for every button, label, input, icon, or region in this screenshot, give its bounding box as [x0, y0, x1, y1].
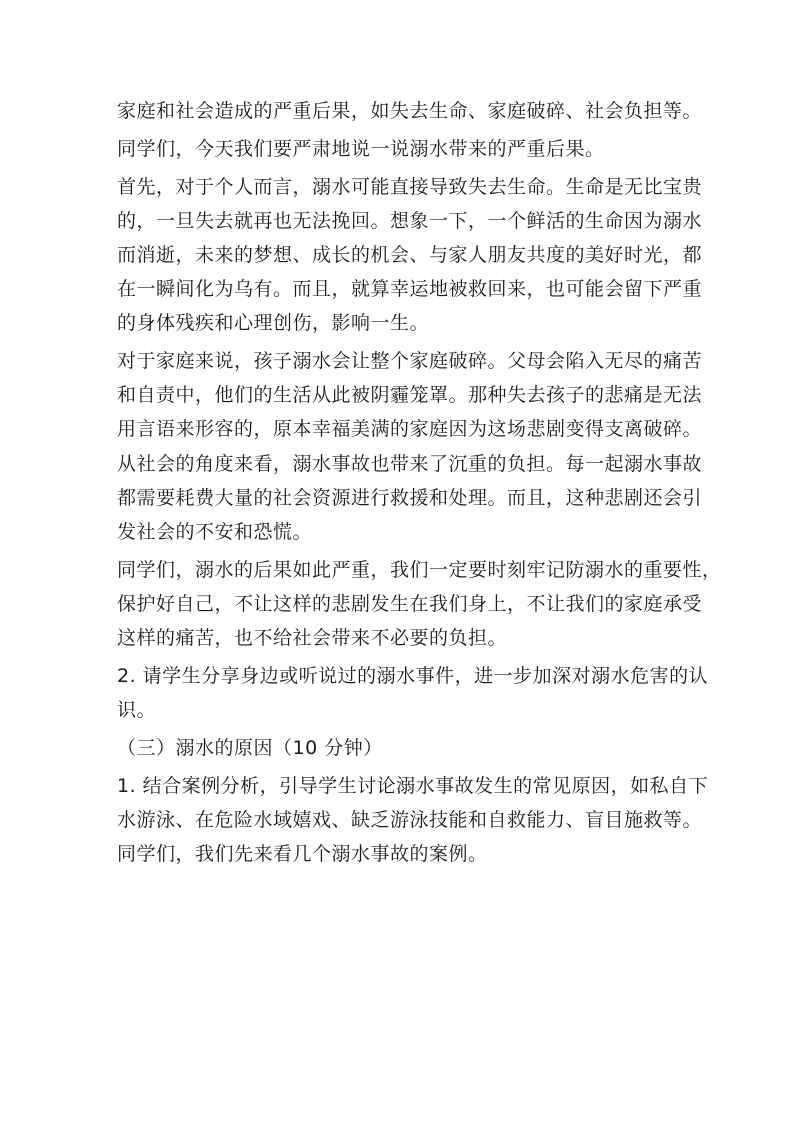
text-line: 对于家庭来说，孩子溺水会让整个家庭破碎。父母会陷入无尽的痛苦 — [117, 350, 703, 373]
text-line: 而消逝，未来的梦想、成长的机会、与家人朋友共度的美好时光，都 — [117, 243, 703, 266]
text-line: 2. 请学生分享身边或听说过的溺水事件，进一步加深对溺水危害的认 — [117, 664, 709, 687]
paragraph-activity-1 — [117, 769, 709, 837]
paragraph-consequences-summary — [117, 94, 703, 128]
paragraph-cases-intro — [117, 837, 697, 871]
text-line: 同学们，今天我们要严肃地说一说溺水带来的严重后果。 — [117, 137, 605, 160]
text-line: 识。 — [117, 699, 157, 722]
text-line: 的，一旦失去就再也无法挽回。想象一下，一个鲜活的生命因为溺水 — [117, 209, 703, 232]
paragraph-intro — [117, 132, 697, 166]
text-line: 这样的痛苦，也不给社会带来不必要的负担。 — [117, 627, 508, 650]
paragraph-activity-2 — [117, 659, 709, 727]
text-line: 用言语来形容的，原本幸福美满的家庭因为这场悲剧变得支离破碎。 — [117, 418, 703, 441]
text-line: 和自责中，他们的生活从此被阴霾笼罩。那种失去孩子的悲痛是无法 — [117, 384, 703, 407]
text-line: 从社会的角度来看，溺水事故也带来了沉重的负担。每一起溺水事故 — [117, 452, 703, 475]
text-line: 家庭和社会造成的严重后果，如失去生命、家庭破碎、社会负担等。 — [117, 100, 703, 122]
document-page — [117, 94, 722, 871]
text-line: 保护好自己，不让这样的悲剧发生在我们身上，不让我们的家庭承受 — [117, 593, 703, 615]
paragraph-conclusion — [117, 553, 722, 656]
text-line: 同学们，溺水的后果如此严重，我们一定要时刻牢记防溺水的重要性， — [117, 558, 722, 581]
text-line: 同学们，我们先来看几个溺水事故的案例。 — [117, 843, 488, 866]
text-line: 在一瞬间化为乌有。而且，就算幸运地被救回来，也可能会留下严重 — [117, 278, 703, 301]
text-line: 的身体残疾和心理创伤，影响一生。 — [117, 312, 430, 335]
section-heading — [117, 731, 697, 765]
text-line: 首先，对于个人而言，溺水可能直接导致失去生命。生命是无比宝贵 — [117, 175, 703, 198]
paragraph-society — [117, 447, 703, 550]
text-line: 水游泳、在危险水域嬉戏、缺乏游泳技能和自救能力、盲目施救等。 — [117, 808, 703, 831]
section-title: （三）溺水的原因（10 分钟） — [117, 736, 383, 759]
text-line: 发社会的不安和恐慌。 — [117, 521, 313, 544]
paragraph-family — [117, 344, 703, 447]
text-line: 都需要耗费大量的社会资源进行救援和处理。而且，这种悲剧还会引 — [117, 486, 703, 509]
paragraph-individual — [117, 170, 703, 341]
text-line: 1. 结合案例分析，引导学生讨论溺水事故发生的常见原因，如私自下 — [117, 774, 709, 797]
